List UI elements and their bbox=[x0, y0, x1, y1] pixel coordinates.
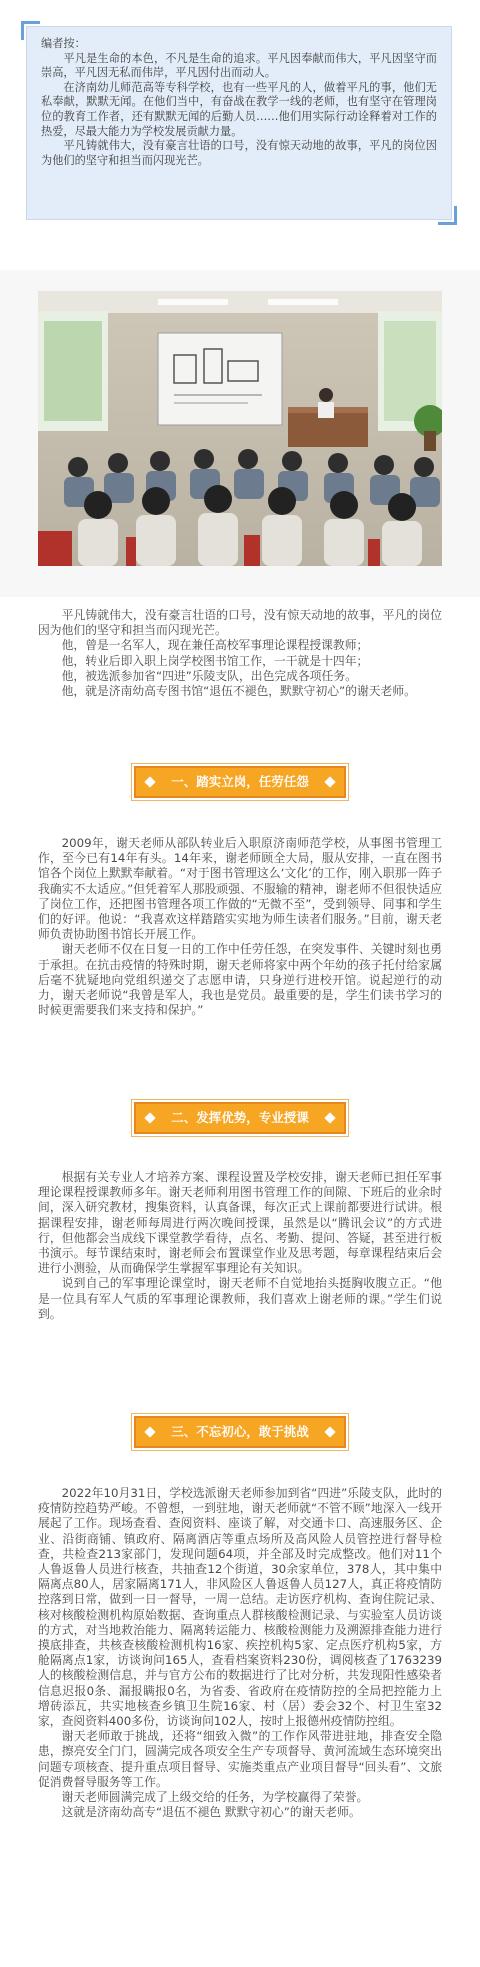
intro-paragraph-4: 他，被选派参加省“四进”乐陵支队，出色完成各项任务。 bbox=[61, 668, 357, 683]
section-2-heading: 二、发挥优势，专业授课 bbox=[134, 1102, 346, 1134]
intro-paragraph-5: 他，就是济南幼高专图书馆“退伍不褪色，默默守初心”的谢天老师。 bbox=[61, 684, 416, 699]
section-3-paragraph-2: 谢天老师敢于挑战，还将“细致入微”的工作作风带进驻地，排查安全隐患，擦亮安全门门，圆满完成各项安全生产专项督导、黄河流域生态环境突出问题专项核查、提升重点项目督导、实施类重点产业项目督导“回头看”、文旅促消费督导服务等工作。 bbox=[38, 1729, 442, 1789]
section-3-paragraph-3: 谢天老师圆满完成了上级交给的任务，为学校赢得了荣誉。 bbox=[61, 1790, 369, 1805]
lecture-photo bbox=[38, 291, 442, 566]
section-1-paragraph-2: 谢天老师不仅在日复一日的工作中任劳任怨，在突发事件、关键时刻也勇于承担。在抗击疫情的特殊时期，谢天老师将家中两个年幼的孩子托付给家属后毫不犹疑地向党组织递交了志愿申请，只身逆行进校开馆。说起逆行的动力，谢天老师说“我曾是军人，我也是党员。最重要的是，学生们读书学习的时候更需要我们来支持和保护。” bbox=[38, 942, 442, 1018]
editor-note-box bbox=[26, 26, 452, 220]
editor-note-paragraph-1: 平凡是生命的本色，不凡是生命的追求。平凡因奉献而伟大，平凡因坚守而崇高，平凡因无私而伟岸，平凡因付出而动人。 bbox=[41, 51, 437, 80]
editor-note-paragraph-3: 平凡铸就伟大，没有豪言壮语的口号，没有惊天动地的故事，平凡的岗位因为他们的坚守和担当而闪现光芒。 bbox=[41, 139, 437, 167]
intro-block bbox=[38, 608, 442, 699]
section-2-paragraph-2: 说到自己的军事理论课堂时，谢天老师不自觉地抬头挺胸收腹立正。“他是一位具有军人气质的军事理论课教师，我们喜欢上谢老师的课。”学生们说到。 bbox=[38, 1276, 442, 1321]
editor-note-title: 编者按： bbox=[41, 37, 86, 50]
section-1-body bbox=[38, 836, 442, 1018]
note-corner-bottom-right bbox=[438, 206, 457, 225]
section-3-body bbox=[38, 1486, 442, 1820]
section-3-paragraph-1: 2022年10月31日，学校选派谢天老师参加到省“四进”乐陵支队，此时的疫情防控趋势严峻。不曾想，一到驻地，谢天老师就“不管不顾”地深入一线开展起了工作。现场查看、查阅资料、座谈了解，对交通卡口、高速服务区、企业、沿街商铺、镇政府、隔离酒店等重点场所及高风险人员管控进行督导检查，共检查213家部门，发现问题64项，并全部及时完成整改。他们对11个人鲁返鲁人员进行核查，共抽查12个街道，30余家单位，378人，其中集中隔离点80人，居家隔离171人，非风险区人鲁返鲁人员127人，真正将疫情防控落到日常，做到一日一督导，一周一总结。走访医疗机构、查询住院记录、核对核酸检测机构原始数据、查询重点人群核酸检测记录、与实验室人员访谈的方式，对当地救治能力、隔离转运能力、核酸检测能力及溯源排查能力进行摸底排查，共核查核酸检测机构16家、疾控机构5家、定点医疗机构5家，方舱隔离点1家，访谈询问165人，查看档案资料230份，调阅核查了1763239人的核酸检测信息，并与官方公布的数据进行了比对分析，共发现阳性感染者信息迟报0条、漏报瞒报0名，为省委、省政府在疫情防控的全局把控能力上增砖添瓦，共实地核查乡镇卫生院16家、村（居）委会32个、村卫生室32家，查阅资料400多份，访谈询问102人，按时上报德州疫情防控组。 bbox=[38, 1486, 442, 1729]
note-corner-top-left bbox=[21, 21, 40, 40]
section-1-heading: 一、踏实立岗，任劳任怨 bbox=[134, 766, 346, 798]
section-3-paragraph-4: 这就是济南幼高专“退伍不褪色 默默守初心”的谢天老师。 bbox=[61, 1805, 361, 1820]
editor-note-paragraph-2: 在济南幼儿师范高等专科学校，也有一些平凡的人，做着平凡的事，他们无私奉献，默默无闻。在他们当中，有奋战在教学一线的老师，也有坚守在管理岗位的教育工作者，还有默默无闻的后勤人员……他们用实际行动诠释着对工作的热爱，尽最大能力为学校发展贡献力量。 bbox=[41, 80, 437, 138]
section-2-paragraph-1: 根据有关专业人才培养方案、课程设置及学校安排，谢天老师已担任军事理论课程授课教师多年。谢天老师利用图书管理工作的间隙、下班后的业余时间，深入研究教材，搜集资料，认真备课，每次正式上课前都要进行试讲。根据课程安排，谢老师每周进行两次晚间授课，虽然是以“腾讯会议”的方式进行，但他都会当成线下课堂教学看待，点名、考勤、提问、答疑，甚至进行板书演示。每节课结束时，谢老师会布置课堂作业及思考题，每章课程结束后会进行小测验，从而确保学生掌握军事理论有关知识。 bbox=[38, 1170, 442, 1276]
intro-paragraph-3: 他，转业后即入职上岗学校图书馆工作，一干就是十四年； bbox=[61, 653, 369, 668]
section-3-heading: 三、不忘初心，敢于挑战 bbox=[134, 1416, 346, 1448]
intro-paragraph-2: 他，曾是一名军人，现在兼任高校军事理论课程授课教师； bbox=[61, 638, 369, 653]
section-1-paragraph-1: 2009年，谢天老师从部队转业后入职原济南师范学校，从事图书管理工作，至今已有14年有头。14年来，谢老师顾全大局，服从安排，一直在图书馆各个岗位上默默奉献着。“对于图书管理这么‘文化’的工作，刚入职那一阵子我确实不太适应。”但凭着军人那股顽强、不服输的精神，谢老师不但很快适应了岗位工作，还把图书管理各项工作做的“无微不至”，受到领导、同事和学生们的好评。他说：“我喜欢这样踏踏实实地为师生读者们服务。”目前，谢天老师负责协助图书馆长开展工作。 bbox=[38, 836, 442, 942]
intro-paragraph-1: 平凡铸就伟大，没有豪言壮语的口号，没有惊天动地的故事，平凡的岗位因为他们的坚守和担当而闪现光芒。 bbox=[38, 608, 442, 638]
section-2-body bbox=[38, 1170, 442, 1322]
